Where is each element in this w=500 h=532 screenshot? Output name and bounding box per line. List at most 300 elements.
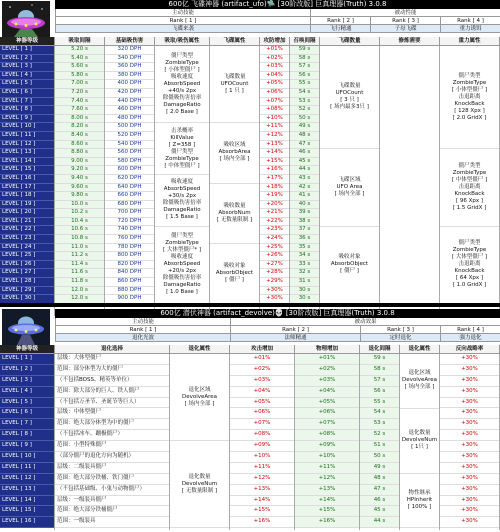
ufo-count-group-line: 飞碟数量 [338,83,361,90]
level-cell: LEVEL [ 27 ] [0,269,54,278]
ufo-attr-group-line: [ 无数量限制 ] [216,216,253,223]
dps-cell: 640 DPH [105,184,154,193]
gravity-group-line: [ 1.0 GridX ] [452,282,487,289]
ufo-attr-group [210,46,259,123]
atk-cell: +21% [260,209,289,218]
absorb-attr-group-line: 僵尸类型 [170,233,193,240]
absorb-attr-group-line: ZombieType [165,240,199,247]
interval-cell: 8.40 s [55,132,104,141]
devolve-attr-2-column [400,354,440,530]
dps-cell: 560 DPH [105,149,154,158]
devolve-attr-2-group-line: [ 100% ] [407,504,432,511]
interval-cell: 5.40 s [55,55,104,64]
dps-cell: 360 DPH [105,63,154,72]
interval-cell: 53 s [360,419,399,430]
dps-cell: 660 DPH [105,192,154,201]
level-cell: LEVEL [ 7 ] [0,419,54,430]
dps-cell: 460 DPH [105,106,154,115]
summon-cell: 35 s [290,244,319,253]
active-skill-label: 主动技能 [56,9,311,17]
devolve-attr-group-line: 退化数量 [188,473,211,480]
dps-cell: 740 DPH [105,226,154,235]
summon-cell: 49 s [290,123,319,132]
ufo-table-title: 600亿 飞碟神器 (artifact_ufo)🛸 [30阶改版] 巨真理器(Truth) 3.0.8 [55,0,500,9]
counter-rate-cell: +30% [440,430,499,441]
passive-skill-label: 被动性能 [311,9,500,17]
ufo-count-group [320,46,379,149]
level-cell: LEVEL [ 1 ] [0,46,54,55]
interval-cell: 8.20 s [55,123,104,132]
atk-cell: +05% [260,80,289,89]
devolve-select-cell: 层级：二级装具僵尸 [55,463,169,474]
gravity-group-line: [ 1.5 GridX ] [452,204,487,211]
summon-cell: 36 s [290,235,319,244]
ufo-count-group-line: [ 僵尸 ] [340,268,359,275]
devolve-passive-label: 被动效果 [231,318,500,326]
dps-cell: 540 DPH [105,141,154,150]
counter-rate-cell: +30% [440,474,499,485]
level-cell: LEVEL [ 1 ] [0,354,54,365]
dps-cell: 840 DPH [105,269,154,278]
interval-cell: 9.40 s [55,175,104,184]
ufo-count-group-line: [ 3 只 ] [340,97,359,104]
level-cell: LEVEL [ 2 ] [0,55,54,64]
summon-cell: 54 s [290,89,319,98]
skill-gravity-bait: 重力诱饵 [441,25,500,33]
devolve-select-cell: 范围：一级装具 [55,517,169,528]
level-cell: LEVEL [ 21 ] [0,218,54,227]
interval-cell: 48 s [360,474,399,485]
ufo-count-group-line: UFO Area [336,183,363,190]
counter-rate-cell: +30% [440,517,499,528]
interval-cell: 12.0 s [55,287,104,296]
phys-cell: +12% [295,474,359,485]
ufo-attr-group-line: UFOCount [220,80,249,87]
gravity-group-line: KnockBack [454,100,485,107]
devolve-rank-2: Rank [ 2 ] [231,326,361,334]
atk-cell: +04% [260,72,289,81]
atk-cell: +28% [260,269,289,278]
gravity-group-line: [ 128 Xpx ] [454,107,485,114]
ufo-count-group-line: [ 场内全部 ] [334,190,365,197]
level-cell: LEVEL [ 16 ] [0,175,54,184]
interval-cell: 10.6 s [55,226,104,235]
phys-cell: +14% [295,496,359,507]
dps-cell: 800 DPH [105,252,154,261]
summon-cell: 57 s [290,63,319,72]
interval-cell: 12.0 s [55,295,104,304]
level-cell: LEVEL [ 4 ] [0,387,54,398]
devolve-select-cell: （不包括基础级、小鬼与动物僵尸） [55,485,169,496]
col-devolve-attr-2: 退化属性 [400,345,440,354]
ufo-attr-group-line: AbsorbObject [215,269,254,276]
skill-strong-devolve: 强力退化 [441,334,500,342]
atk-cell: +14% [260,149,289,158]
atk-cell: +01% [260,46,289,55]
level-cell: LEVEL [ 12 ] [0,141,54,150]
counter-rate-cell: +30% [440,354,499,365]
rank-2-label: Rank [ 2 ] [311,17,371,25]
interval-cell: 47 s [360,485,399,496]
ufo-attr-group-line: 飞碟数量 [223,73,246,80]
level-cell: LEVEL [ 9 ] [0,115,54,124]
devolve-select-cell: 范围：绝大部分铁桶、铁门僵尸 [55,474,169,485]
counter-rate-cell: +30% [440,419,499,430]
level-cell: LEVEL [ 9 ] [0,441,54,452]
ufo-column-headers [0,37,500,46]
dps-cell: 380 DPH [105,72,154,81]
phys-cell: +13% [295,485,359,496]
dps-cell: 620 DPH [105,175,154,184]
gravity-group-line: 击退距离 [458,183,481,190]
counter-rate-cell: +30% [440,398,499,409]
absorb-attr-group-line: ZombieType [165,155,199,162]
dps-cell: 720 DPH [105,218,154,227]
dps-cell: 680 DPH [105,201,154,210]
level-cell: LEVEL [ 8 ] [0,106,54,115]
level-cell: LEVEL [ 12 ] [0,474,54,485]
interval-cell: 11.6 s [55,269,104,278]
devolve-select-cell: 层级：一级装具僵尸 [55,496,169,507]
summon-cell: 32 s [290,269,319,278]
devolve-select-cell: 范围：绝大部分体型为中的僵尸 [55,419,169,430]
phys-cell: +10% [295,452,359,463]
ufo-attr-group-line: 吸收数量 [223,202,246,209]
summon-column [290,46,320,316]
atk-cell: +01% [230,354,294,365]
devolve-table-title: 600亿 潜伏神器 (artifact_devolve)💀 [30阶改版] 巨真理器(Truth) 3.0.8 [55,309,500,318]
absorb-attr-group-line: 吸收速度 [170,179,193,186]
ufo-attr-group-line: [ 1 只 ] [225,87,244,94]
devolve-attr-2-group-line: DevolveArea [401,377,438,384]
level-cell: LEVEL [ 10 ] [0,452,54,463]
gravity-group-line: 击退距离 [458,93,481,100]
atk-cell: +08% [260,106,289,115]
summon-cell: 55 s [290,80,319,89]
absorb-attr-group-line: [ 大体型僵尸* ] [162,247,202,254]
skill-timed-devolve: 定时退化 [361,334,441,342]
phys-cell: +09% [295,441,359,452]
counter-rate-cell: +30% [440,376,499,387]
ufo-artifact-icon [2,1,50,37]
col-devolve-interval: 退化间隔 [360,345,400,354]
devolve-active-label: 主动技能 [56,318,231,326]
level-cell: LEVEL [ 15 ] [0,166,54,175]
atk-cell: +09% [230,441,294,452]
phys-cell: +03% [295,376,359,387]
atk-cell: +20% [260,201,289,210]
interval-cell: 11.4 s [55,261,104,270]
ufo-attr-column [210,46,260,316]
absorb-attr-group-line: 击杀概率 [170,127,193,134]
atk-cell: +07% [230,419,294,430]
summon-cell: 34 s [290,252,319,261]
devolve-attr-group-line: [ 无数量限制 ] [181,487,218,494]
gravity-group-line: 僵尸类型 [458,162,481,169]
atk-cell: +13% [260,141,289,150]
phys-cell: +15% [295,506,359,517]
absorb-attr-group-line: [ 1.0 Base ] [166,289,198,296]
skill-mother-ufo: 子母飞碟 [371,25,441,33]
interval-cell: 9.00 s [55,158,104,167]
atk-cell: +06% [230,408,294,419]
level-cell: LEVEL [ 6 ] [0,408,54,419]
atk-cell: +30% [260,295,289,304]
atk-cell: +04% [230,387,294,398]
atk-column [260,46,290,316]
summon-cell: 52 s [290,106,319,115]
level-cell: LEVEL [ 29 ] [0,287,54,296]
col-summon: 召唤间隔 [290,37,320,46]
level-cell: LEVEL [ 4 ] [0,72,54,81]
absorb-attr-group [155,175,209,227]
counter-rate-cell: +30% [440,365,499,376]
counter-rate-cell: +30% [440,452,499,463]
absorb-attr-group-line: [ 小体型僵尸 ] [164,66,200,73]
summon-cell: 30 s [290,287,319,296]
skill-flight-mastery: 飞行精通 [311,25,371,33]
interval-cell: 9.80 s [55,192,104,201]
phys-cell: +06% [295,408,359,419]
interval-cell: 50 s [360,452,399,463]
phys-cell: +04% [295,387,359,398]
devolve-rank-1: Rank [ 1 ] [56,326,231,334]
interval-cell: 7.60 s [55,106,104,115]
interval-cell: 5.80 s [55,72,104,81]
summon-cell: 40 s [290,201,319,210]
devolve-artifact-icon [2,309,50,345]
absorb-attr-group-line: 除僵吸伤害倍率 [162,200,202,207]
col-gravity: 重力属性 [440,37,500,46]
level-cell: LEVEL [ 14 ] [0,158,54,167]
atk-cell: +13% [230,485,294,496]
interval-cell: 5.60 s [55,63,104,72]
interval-cell: 11.2 s [55,252,104,261]
ufo-count-group [320,149,379,226]
ufo-count-group-line: 吸收对象 [338,254,361,261]
dps-cell: 880 DPH [105,287,154,296]
summon-cell: 42 s [290,184,319,193]
gravity-group-line: [ 中体型僵尸 ] [451,176,488,183]
skill-name-header [55,25,500,33]
gravity-group-line: 僵尸类型 [458,72,481,79]
level-cell: LEVEL [ 7 ] [0,98,54,107]
phys-cell: +07% [295,419,359,430]
dps-column [105,46,155,316]
devolve-attr-2-group-line: HPInherit [406,497,433,504]
gravity-group [440,46,499,149]
level-cell: LEVEL [ 10 ] [0,123,54,132]
devolve-attr-group [170,354,229,441]
interval-cell: 59 s [360,354,399,365]
interval-cell: 8.00 s [55,115,104,124]
devolve-select-cell: 层级：中体型僵尸 [55,408,169,419]
absorb-attr-group-line: DamageRatio [163,207,201,214]
col-counter-rate: 反向战略率 [440,345,500,354]
atk-cell: +15% [260,158,289,167]
interval-cell: 49 s [360,463,399,474]
devolve-skill-type-header [55,318,500,326]
summon-cell: 41 s [290,192,319,201]
summon-cell: 45 s [290,158,319,167]
interval-cell: 54 s [360,408,399,419]
interval-cell: 58 s [360,365,399,376]
level-cell: LEVEL [ 16 ] [0,517,54,528]
counter-rate-cell: +30% [440,506,499,517]
devolve-attr-2-group-line: 退化数量 [408,430,431,437]
atk-cell: +30% [260,287,289,296]
devolve-attr-2-group [400,354,439,409]
counter-rate-cell: +30% [440,496,499,507]
atk-cell: +15% [230,506,294,517]
devolve-select-cell: 范围：小型特殊僵尸 [55,441,169,452]
col-training: 修炼需要 [380,37,440,46]
gravity-group-line: [ 64 Xpx ] [455,275,484,282]
summon-cell: 37 s [290,226,319,235]
ufo-attr-group-line: AbsorbNum [218,209,251,216]
col-ufo-count: 飞碟数量 [320,37,380,46]
gravity-group-line: 僵尸类型 [458,240,481,247]
level-cell: LEVEL [ 28 ] [0,278,54,287]
dps-cell: 780 DPH [105,244,154,253]
atk-cell: +22% [260,218,289,227]
absorb-attr-group-line: 僵尸类型 [170,148,193,155]
training-column [380,46,440,316]
dps-cell: 320 DPH [105,46,154,55]
devolve-attr-group-line: DevolveArea [181,393,218,400]
absorb-attr-column [155,46,210,316]
skill-devolve-wave: 退化光波 [56,334,231,342]
interval-cell: 57 s [360,376,399,387]
devolve-select-cell: （不包括冰车、蹦极僵尸） [55,430,169,441]
devolve-select-cell: 层级：大体型僵尸 [55,354,169,365]
dps-cell: 440 DPH [105,98,154,107]
ufo-attr-group [210,244,259,304]
devolve-attr-2-group-line: [ 场内全部 ] [404,384,435,391]
gravity-group-line: ZombieType [452,79,487,86]
interval-cell: 51 s [360,441,399,452]
col-devolve-attr: 退化属性 [170,345,230,354]
devolve-rank-4: Rank [ 4 ] [441,326,500,334]
absorb-attr-group-line: 吸收速度 [170,254,193,261]
atk-cell: +11% [230,463,294,474]
level-column [0,354,55,530]
level-cell: LEVEL [ 22 ] [0,226,54,235]
devolve-select-cell: 范围：除大部分的巨人、铁人僵尸 [55,387,169,398]
devolve-column-headers [0,345,500,354]
level-cell: LEVEL [ 3 ] [0,63,54,72]
ufo-count-group-line: AbsorbObject [330,261,369,268]
absorb-attr-group [155,123,209,175]
phys-cell: +08% [295,430,359,441]
level-cell: LEVEL [ 14 ] [0,496,54,507]
atk-cell: +10% [230,452,294,463]
interval-cell: 9.20 s [55,166,104,175]
absorb-attr-group-line: 除僵吸伤害倍率 [162,275,202,282]
atk-cell: +16% [260,166,289,175]
absorb-attr-group-line: AbsorbSpeed [163,80,201,87]
level-cell: LEVEL [ 3 ] [0,376,54,387]
atk-cell: +10% [260,115,289,124]
phys-cell: +01% [295,354,359,365]
absorb-attr-group-line: +40/s 2px [167,87,197,94]
rank-1-label: Rank [ 1 ] [56,17,311,25]
devolve-artifact-table [0,307,500,532]
interval-cell: 10.8 s [55,235,104,244]
ufo-attr-group [210,184,259,244]
summon-cell: 44 s [290,166,319,175]
ufo-count-column [320,46,380,316]
dps-cell: 860 DPH [105,278,154,287]
summon-cell: 56 s [290,72,319,81]
summon-cell: 38 s [290,218,319,227]
atk-cell: +02% [230,365,294,376]
col-level: 神器等级 [0,345,55,354]
atk-cell: +12% [260,132,289,141]
level-cell: LEVEL [ 11 ] [0,463,54,474]
summon-cell: 46 s [290,149,319,158]
interval-cell: 7.20 s [55,89,104,98]
atk-cell: +23% [260,226,289,235]
counter-rate-cell: +30% [440,463,499,474]
dps-cell: 340 DPH [105,55,154,64]
interval-cell: 45 s [360,506,399,517]
summon-cell: 39 s [290,209,319,218]
atk-cell: +03% [230,376,294,387]
col-atk: 攻防增加 [260,37,290,46]
ufo-count-group-line: [ 场内最多3只 ] [330,104,369,111]
summon-cell: 31 s [290,278,319,287]
absorb-attr-group-line: AbsorbSpeed [163,261,201,268]
rank-4-label: Rank [ 4 ] [441,17,500,25]
counter-rate-cell: +30% [440,485,499,496]
atk-cell: +17% [260,175,289,184]
ufo-count-group-line: 飞碟区域 [338,176,361,183]
atk-cell: +29% [260,278,289,287]
absorb-attr-group-line: DamageRatio [163,282,201,289]
summon-cell: 48 s [290,132,319,141]
devolve-skill-name-header [55,334,500,342]
skill-ufo-attack: 飞碟来袭 [56,25,311,33]
atk-cell: +07% [260,98,289,107]
interval-cell: 9.60 s [55,184,104,193]
level-cell: LEVEL [ 24 ] [0,244,54,253]
interval-cell: 8.80 s [55,149,104,158]
absorb-attr-group-line: DamageRatio [163,101,201,108]
interval-cell: 10.2 s [55,209,104,218]
devolve-rank-3: Rank [ 3 ] [361,326,441,334]
counter-rate-cell: +30% [440,408,499,419]
atk-cell: +14% [230,496,294,507]
interval-column [360,354,400,530]
interval-cell: 7.00 s [55,80,104,89]
gravity-group-line: 击退距离 [458,261,481,268]
ufo-data-grid [0,46,500,316]
devolve-attr-group-line: [ 场内全部 ] [184,400,215,407]
level-cell: LEVEL [ 17 ] [0,184,54,193]
dps-cell: 400 DPH [105,80,154,89]
devolve-select-cell: （部分僵尸的退化方向为随机） [55,452,169,463]
level-column [0,46,55,316]
gravity-group-line: [ 小体型僵尸 ] [451,86,488,93]
ufo-attr-group-line: 吸收区域 [223,142,246,149]
dps-cell: 420 DPH [105,89,154,98]
atk-cell: +06% [260,89,289,98]
phys-cell: +16% [295,517,359,528]
dps-cell: 520 DPH [105,132,154,141]
summon-cell: 50 s [290,115,319,124]
devolve-attr-2-group-line: [ 1只 ] [411,444,428,451]
